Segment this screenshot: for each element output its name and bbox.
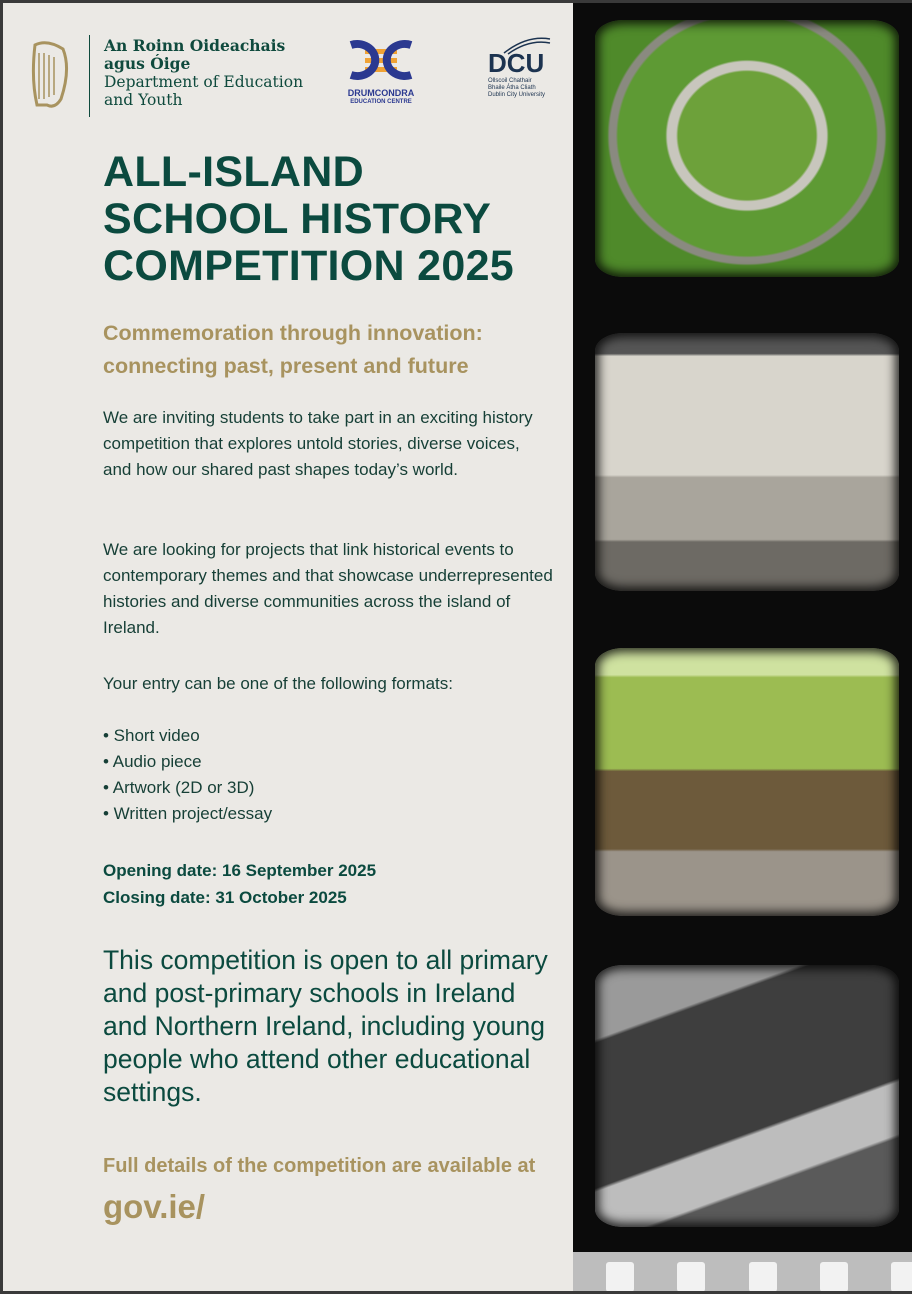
format-item: • Artwork (2D or 3D)	[103, 778, 255, 797]
dcu-line3: Dublin City University	[488, 92, 546, 98]
dept-english-line2: and Youth	[104, 91, 183, 109]
format-item: • Short video	[103, 726, 200, 745]
dcu-line1: Ollscoil Chathair	[488, 78, 532, 84]
competition-dates	[103, 857, 376, 911]
format-item: • Written project/essay	[103, 804, 273, 823]
dept-irish-line2: agus Óige	[104, 54, 191, 73]
shipyard-photo	[595, 965, 899, 1227]
title-line1: ALL-ISLAND	[103, 148, 364, 196]
page-title	[103, 149, 514, 290]
subtitle	[103, 317, 483, 383]
film-sprocket-strip	[573, 1252, 912, 1291]
subtitle-line2: connecting past, present and future	[103, 354, 469, 378]
dept-english-line1: Department of Education	[104, 73, 304, 91]
dcu-logo	[488, 35, 558, 98]
intro-paragraph: We are inviting students to take part in an exciting history competition that explores untold stories, diverse voices, and how our shared past shapes today’s world.	[103, 408, 533, 479]
photo-film-strip	[573, 3, 912, 1291]
poster-text-panel	[3, 3, 573, 1291]
drumcondra-line2: EDUCATION CENTRE	[350, 99, 412, 105]
formats-list	[103, 723, 553, 827]
drumcondra-line1: DRUMCONDRA	[347, 88, 415, 98]
dept-irish-line1: An Roinn Oideachais	[104, 36, 286, 55]
cottage-family-photo	[595, 333, 899, 591]
formats-intro: Your entry can be one of the following formats:	[103, 674, 453, 693]
eligibility-statement: This competition is open to all primary and post-primary schools in Ireland and Northern Ireland, including young people who attend other educational settings.	[103, 945, 548, 1107]
newgrange-photo	[595, 20, 899, 277]
department-name	[104, 37, 303, 109]
dcu-wordmark: DCU	[488, 48, 545, 78]
divider	[89, 35, 90, 117]
gov-ie-link[interactable]: gov.ie/	[103, 1188, 206, 1225]
harp-emblem-icon	[27, 39, 73, 111]
format-item: • Audio piece	[103, 752, 202, 771]
drumcondra-mark-icon	[345, 37, 417, 83]
famine-memorial-photo	[595, 648, 899, 916]
opening-date: Opening date: 16 September 2025	[103, 861, 377, 880]
subtitle-line1: Commemoration through innovation:	[103, 321, 483, 345]
title-line2: SCHOOL HISTORY	[103, 195, 492, 243]
projects-paragraph: We are looking for projects that link historical events to contemporary themes and that showcase underrepresented histories and diverse communities across the island of Ireland.	[103, 540, 553, 637]
details-text: Full details of the competition are available at	[103, 1155, 536, 1177]
closing-date: Closing date: 31 October 2025	[103, 888, 347, 907]
drumcondra-logo	[341, 37, 421, 106]
title-line3: COMPETITION 2025	[103, 242, 515, 290]
dcu-line2: Bhaile Átha Cliath	[488, 85, 536, 91]
